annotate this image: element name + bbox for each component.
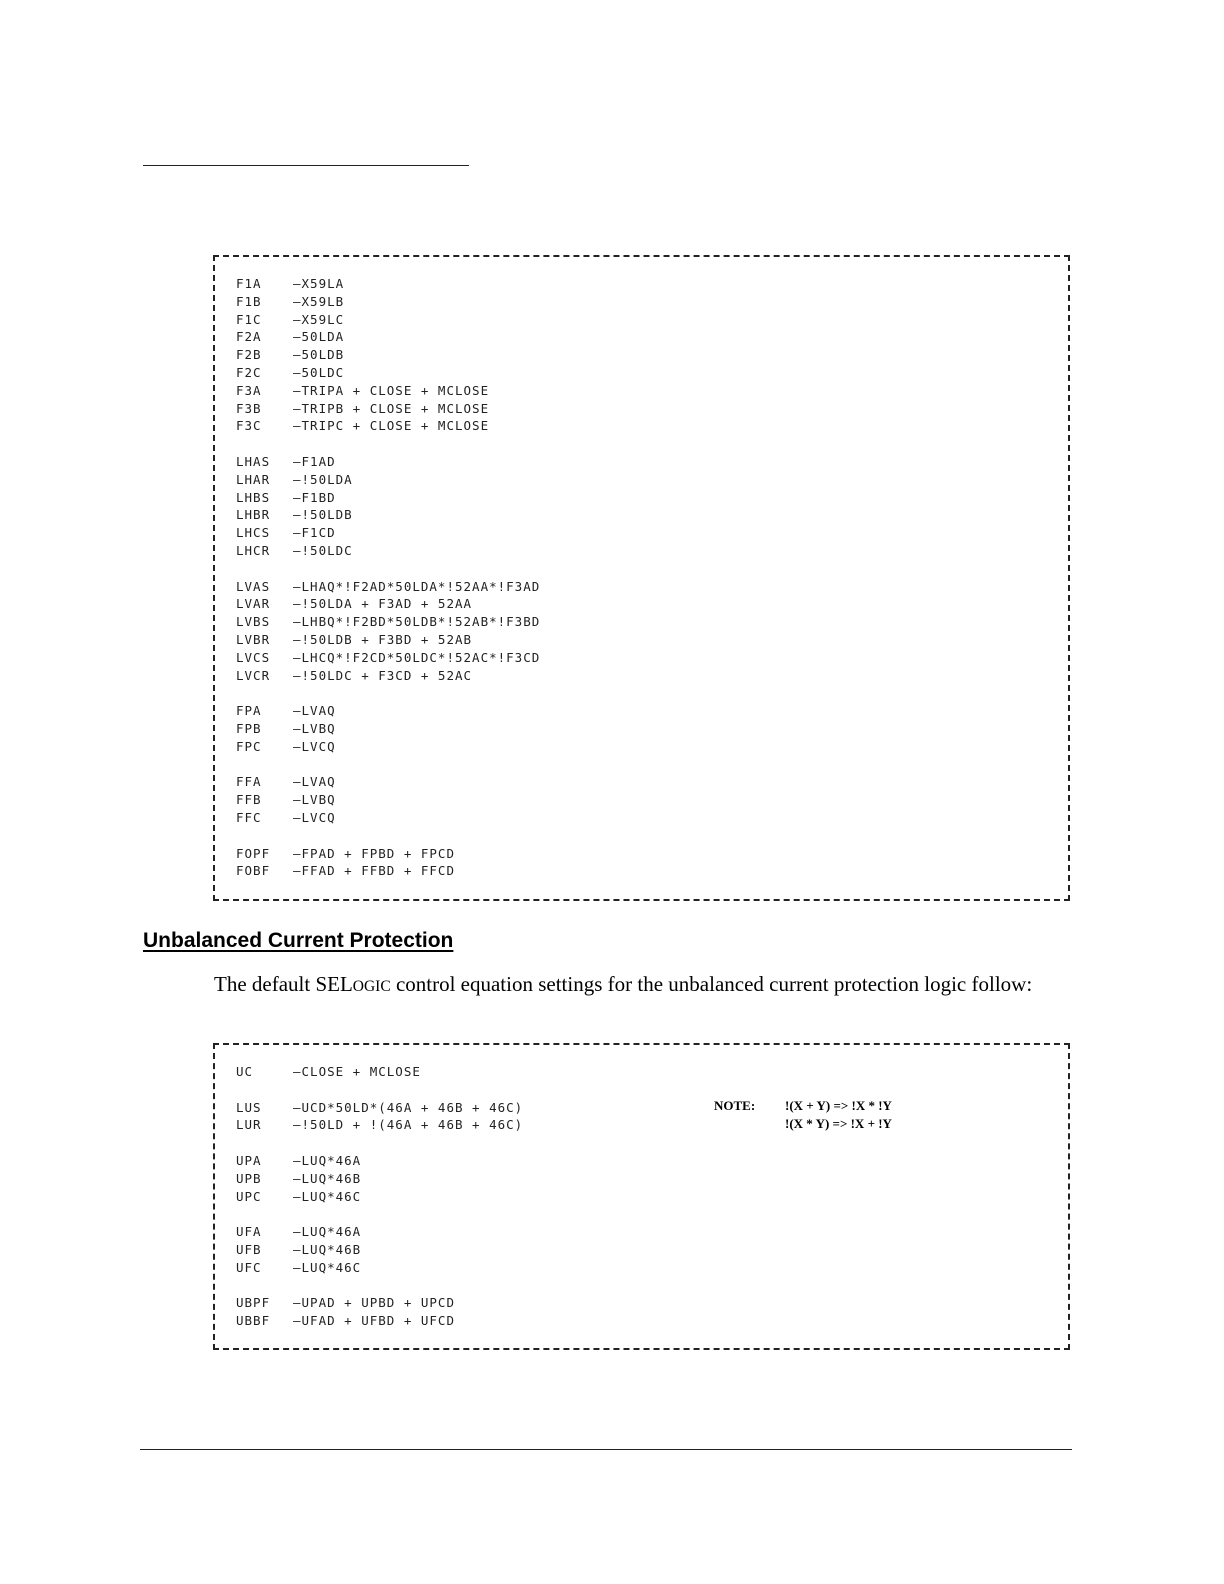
setting-name: UBPF	[236, 1295, 271, 1311]
equation-line	[236, 791, 540, 809]
setting-name: UPA	[236, 1152, 262, 1168]
setting-equation: –!50LDA + F3AD + 52AA	[293, 596, 473, 612]
blank-line	[236, 560, 540, 578]
setting-equation: –TRIPB + CLOSE + MCLOSE	[293, 400, 490, 416]
equation-line	[236, 400, 540, 418]
equation-line	[236, 1223, 523, 1241]
setting-equation: –LUQ*46C	[293, 1188, 362, 1204]
equation-line	[236, 293, 540, 311]
setting-equation: –LVBQ	[293, 720, 336, 736]
setting-equation: –LUQ*46C	[293, 1259, 362, 1275]
para-text-2: control equation settings for the unbalanced current protection logic follow:	[390, 972, 1033, 996]
setting-equation: –LHBQ*!F2BD*50LDB*!52AB*!F3BD	[293, 614, 541, 630]
setting-equation: –FPAD + FPBD + FPCD	[293, 845, 455, 861]
setting-name: LHBR	[236, 507, 271, 523]
setting-name: F2A	[236, 329, 262, 345]
blank-line	[236, 1205, 523, 1223]
setting-equation: –LUQ*46B	[293, 1170, 362, 1186]
setting-name: FOPF	[236, 845, 271, 861]
logic-settings-box-1	[213, 255, 1070, 901]
setting-name: UPB	[236, 1170, 262, 1186]
setting-equation: –LUQ*46A	[293, 1224, 362, 1240]
blank-line	[236, 1081, 523, 1099]
equation-line	[236, 1241, 523, 1259]
setting-name: F3B	[236, 400, 262, 416]
bottom-rule	[140, 1449, 1072, 1450]
setting-equation: –!50LDB	[293, 507, 353, 523]
setting-name: FPC	[236, 738, 262, 754]
equation-line	[236, 328, 540, 346]
setting-name: F3C	[236, 418, 262, 434]
setting-name: FPA	[236, 703, 262, 719]
equation-line	[236, 1170, 523, 1188]
equation-line	[236, 364, 540, 382]
equation-line	[236, 346, 540, 364]
section-paragraph	[214, 971, 1034, 1000]
setting-name: FFA	[236, 774, 262, 790]
section-heading: Unbalanced Current Protection	[143, 929, 454, 952]
para-smallcaps: OGIC	[352, 978, 391, 995]
setting-name: LVBR	[236, 631, 271, 647]
setting-name: LHCR	[236, 542, 271, 558]
setting-name: LUR	[236, 1117, 262, 1133]
setting-name: F3A	[236, 382, 262, 398]
setting-equation: –!50LDC	[293, 542, 353, 558]
setting-name: LVCS	[236, 649, 271, 665]
setting-name: UBBF	[236, 1313, 271, 1329]
equation-line	[236, 453, 540, 471]
setting-equation: –LUQ*46A	[293, 1152, 362, 1168]
equation-list-1	[236, 275, 540, 880]
setting-equation: –LHAQ*!F2AD*50LDA*!52AA*!F3AD	[293, 578, 541, 594]
setting-equation: –FFAD + FFBD + FFCD	[293, 863, 455, 879]
equation-line	[236, 649, 540, 667]
setting-name: UFC	[236, 1259, 262, 1275]
setting-equation: –UFAD + UFBD + UFCD	[293, 1313, 455, 1329]
note-line-1: !(X + Y) => !X * !Y	[785, 1098, 892, 1113]
equation-line	[236, 1259, 523, 1277]
blank-line	[236, 756, 540, 774]
setting-equation: –!50LDB + F3BD + 52AB	[293, 631, 473, 647]
setting-equation: –!50LD + !(46A + 46B + 46C)	[293, 1117, 524, 1133]
setting-name: LVAS	[236, 578, 271, 594]
equation-line	[236, 1152, 523, 1170]
setting-equation: –!50LDC + F3CD + 52AC	[293, 667, 473, 683]
setting-equation: –F1BD	[293, 489, 336, 505]
setting-name: F1A	[236, 276, 262, 291]
setting-name: UFA	[236, 1224, 262, 1240]
equation-line	[236, 578, 540, 596]
setting-name: F2B	[236, 347, 262, 363]
note-label: NOTE:	[714, 1098, 756, 1113]
equation-line	[236, 1063, 523, 1081]
equation-line	[236, 631, 540, 649]
equation-line	[236, 720, 540, 738]
setting-name: LHAR	[236, 471, 271, 487]
setting-equation: –CLOSE + MCLOSE	[293, 1064, 421, 1079]
setting-name: FFC	[236, 809, 262, 825]
top-rule	[143, 165, 469, 166]
equation-line	[236, 1294, 523, 1312]
setting-equation: –TRIPC + CLOSE + MCLOSE	[293, 418, 490, 434]
equation-line	[236, 1312, 523, 1330]
equation-line	[236, 862, 540, 880]
blank-line	[236, 435, 540, 453]
equation-line	[236, 809, 540, 827]
setting-name: LHBS	[236, 489, 271, 505]
setting-equation: –LVCQ	[293, 738, 336, 754]
setting-equation: –F1AD	[293, 453, 336, 469]
setting-equation: –X59LC	[293, 311, 345, 327]
equation-line	[236, 1188, 523, 1206]
setting-equation: –LVAQ	[293, 703, 336, 719]
blank-line	[236, 827, 540, 845]
setting-name: UFB	[236, 1241, 262, 1257]
blank-line	[236, 1134, 523, 1152]
equation-line	[236, 542, 540, 560]
setting-name: F1C	[236, 311, 262, 327]
equation-line	[236, 489, 540, 507]
note-line-2: !(X * Y) => !X + !Y	[785, 1116, 892, 1131]
setting-equation: –LVBQ	[293, 792, 336, 808]
setting-name: F2C	[236, 364, 262, 380]
setting-equation: –LVAQ	[293, 774, 336, 790]
setting-equation: –LUQ*46B	[293, 1241, 362, 1257]
equation-line	[236, 1116, 523, 1134]
setting-equation: –X59LA	[293, 276, 345, 291]
setting-name: FPB	[236, 720, 262, 736]
equation-line	[236, 311, 540, 329]
blank-line	[236, 684, 540, 702]
equation-line	[236, 471, 540, 489]
equation-line	[236, 382, 540, 400]
setting-name: LVCR	[236, 667, 271, 683]
para-text-1: The default SEL	[214, 972, 353, 996]
setting-equation: –!50LDA	[293, 471, 353, 487]
setting-equation: –50LDC	[293, 364, 345, 380]
equation-line	[236, 524, 540, 542]
equation-line	[236, 417, 540, 435]
setting-name: UC	[236, 1064, 254, 1079]
equation-line	[236, 506, 540, 524]
setting-equation: –LVCQ	[293, 809, 336, 825]
equation-line	[236, 845, 540, 863]
setting-name: LHCS	[236, 525, 271, 541]
equation-list-2	[236, 1063, 523, 1330]
setting-equation: –50LDA	[293, 329, 345, 345]
setting-equation: –50LDB	[293, 347, 345, 363]
setting-name: LHAS	[236, 453, 271, 469]
setting-name: LVBS	[236, 614, 271, 630]
setting-equation: –F1CD	[293, 525, 336, 541]
setting-name: UPC	[236, 1188, 262, 1204]
setting-equation: –UPAD + UPBD + UPCD	[293, 1295, 455, 1311]
equation-line	[236, 738, 540, 756]
setting-equation: –X59LB	[293, 293, 345, 309]
setting-equation: –TRIPA + CLOSE + MCLOSE	[293, 382, 490, 398]
equation-line	[236, 702, 540, 720]
equation-line	[236, 595, 540, 613]
equation-line	[236, 275, 540, 293]
setting-name: FFB	[236, 792, 262, 808]
setting-name: LUS	[236, 1099, 262, 1115]
setting-equation: –UCD*50LD*(46A + 46B + 46C)	[293, 1099, 524, 1115]
equation-line	[236, 773, 540, 791]
setting-name: FOBF	[236, 863, 271, 879]
equation-line	[236, 1099, 523, 1117]
equation-line	[236, 613, 540, 631]
logic-settings-box-2	[213, 1043, 1070, 1350]
blank-line	[236, 1277, 523, 1295]
equation-line	[236, 667, 540, 685]
setting-name: LVAR	[236, 596, 271, 612]
setting-equation: –LHCQ*!F2CD*50LDC*!52AC*!F3CD	[293, 649, 541, 665]
setting-name: F1B	[236, 293, 262, 309]
